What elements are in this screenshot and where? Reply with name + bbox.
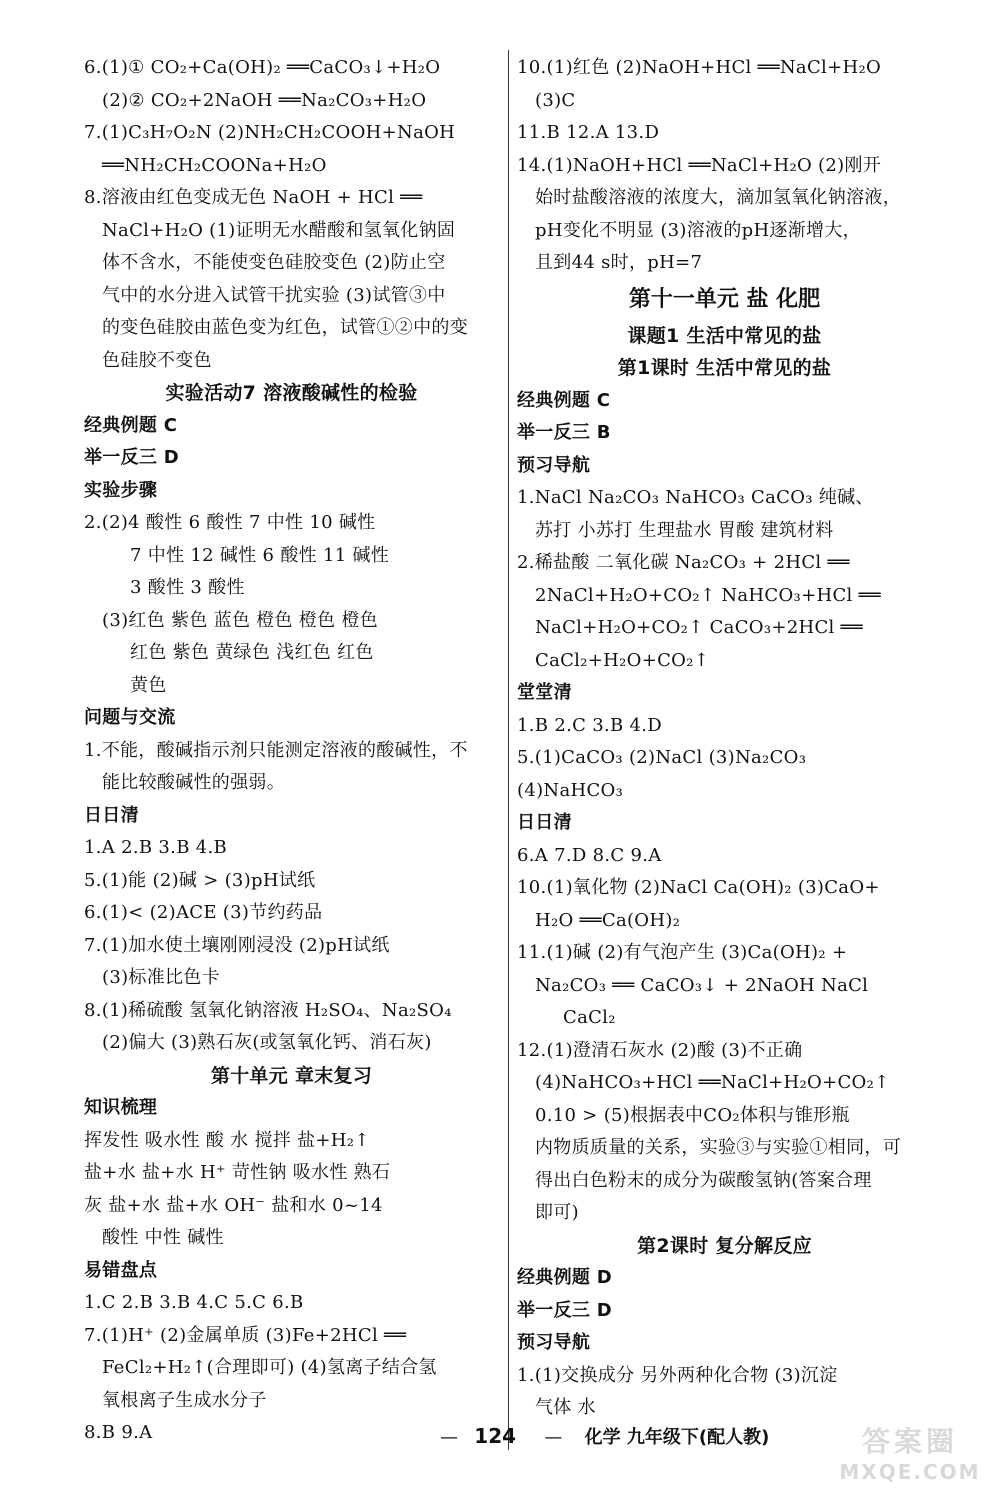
- answer-line: 酸性 中性 碱性: [102, 1227, 224, 1248]
- answer-line: 8.(1)稀硫酸 氢氧化钠溶液 H₂SO₄、Na₂SO₄: [84, 999, 452, 1021]
- answer-line: 14.(1)NaOH+HCl ══NaCl+H₂O (2)刚开: [517, 154, 882, 176]
- section-heading: 日日清: [84, 804, 139, 826]
- section-heading: 易错盘点: [84, 1259, 158, 1281]
- lesson-title: 第2课时 复分解反应: [637, 1234, 812, 1257]
- answer-line: 体不含水，不能使变色硅胶变色 (2)防止空: [102, 252, 446, 273]
- answer-line: 7.(1)H⁺ (2)金属单质 (3)Fe+2HCl ══: [84, 1324, 407, 1346]
- answer-line: 7 中性 12 碱性 6 酸性 11 碱性: [130, 544, 390, 566]
- answer-line: (2)偏大 (3)熟石灰(或氢氧化钙、消石灰): [102, 1032, 432, 1053]
- answer-line: 盐+水 盐+水 H⁺ 苛性钠 吸水性 熟石: [84, 1162, 391, 1183]
- answer-line: 2NaCl+H₂O+CO₂↑ NaHCO₃+HCl ══: [535, 584, 881, 606]
- answer-line: H₂O ══Ca(OH)₂: [535, 909, 681, 931]
- answer-line: 7.(1)C₃H₇O₂N (2)NH₂CH₂COOH+NaOH: [84, 122, 456, 143]
- answer-line: ══NH₂CH₂COONa+H₂O: [102, 154, 327, 176]
- answer-line: 5.(1)CaCO₃ (2)NaCl (3)Na₂CO₃: [517, 747, 807, 768]
- unit-title: 第十一单元 盐 化肥: [628, 286, 821, 312]
- answer-line: 12.(1)澄清石灰水 (2)酸 (3)不正确: [517, 1039, 803, 1061]
- answer-line: 且到44 s时，pH=7: [535, 252, 703, 273]
- answer-line: (3)标准比色卡: [102, 967, 220, 988]
- answer-line: 1.B 2.C 3.B 4.D: [517, 714, 663, 736]
- answer-line: 10.(1)红色 (2)NaOH+HCl ══NaCl+H₂O: [517, 57, 882, 78]
- section-heading: 问题与交流: [84, 707, 176, 728]
- watermark-line1: 答案圈: [861, 1425, 958, 1458]
- answer-line: 黄色: [130, 674, 167, 696]
- lesson-title: 第十单元 章末复习: [210, 1064, 373, 1087]
- answer-line: (4)NaHCO₃+HCl ══NaCl+H₂O+CO₂↑: [535, 1072, 890, 1093]
- answer-line: 11.B 12.A 13.D: [517, 122, 660, 143]
- answer-line: (4)NaHCO₃: [517, 779, 624, 801]
- answer-line: 苏打 小苏打 生理盐水 胃酸 建筑材料: [535, 519, 834, 541]
- answer-line: 8.溶液由红色变成无色 NaOH + HCl ══: [84, 187, 423, 208]
- label-answer-line: 举一反三 D: [517, 1299, 613, 1321]
- page-number: 124: [474, 1424, 517, 1448]
- answer-line: 红色 紫色 黄绿色 浅红色 红色: [130, 642, 374, 663]
- answer-line: pH变化不明显 (3)溶液的pH逐渐增大，: [535, 219, 861, 241]
- answer-line: 得出白色粉末的成分为碳酸氢钠(答案合理: [535, 1169, 872, 1191]
- answer-line: 灰 盐+水 盐+水 OH⁻ 盐和水 0~14: [84, 1194, 383, 1216]
- footer-dash-right: —: [544, 1427, 563, 1448]
- answer-line: 挥发性 吸水性 酸 水 搅拌 盐+H₂↑: [84, 1129, 370, 1151]
- section-heading: 堂堂清: [517, 682, 572, 703]
- answer-line: 即可): [535, 1202, 579, 1223]
- lesson-title: 课题1 生活中常见的盐: [627, 324, 822, 347]
- left-column: [84, 52, 499, 1450]
- answer-line: 1.(1)交换成分 另外两种化合物 (3)沉淀: [517, 1364, 838, 1386]
- watermark-line2: MXQE.COM: [839, 1460, 981, 1484]
- answer-line: 8.B 9.A: [84, 1422, 153, 1443]
- label-answer-line: 举一反三 B: [517, 422, 611, 443]
- section-heading: 日日清: [517, 812, 572, 833]
- answer-line: 6.(1)< (2)ACE (3)节约药品: [84, 902, 323, 923]
- answer-line: (2)② CO₂+2NaOH ══Na₂CO₃+H₂O: [102, 89, 427, 111]
- answer-line: 1.NaCl Na₂CO₃ NaHCO₃ CaCO₃ 纯碱、: [517, 487, 874, 508]
- lesson-title: 实验活动7 溶液酸碱性的检验: [165, 382, 418, 404]
- lesson-title: 第1课时 生活中常见的盐: [617, 357, 832, 379]
- answer-line: 11.(1)碱 (2)有气泡产生 (3)Ca(OH)₂ +: [517, 942, 848, 963]
- watermark-logo: [830, 1420, 990, 1500]
- section-heading: 知识梳理: [84, 1097, 158, 1118]
- column-divider: [508, 50, 509, 1450]
- section-heading: 预习导航: [517, 1332, 591, 1353]
- answer-line: 5.(1)能 (2)碱 > (3)pH试纸: [84, 869, 316, 891]
- answer-line: NaCl+H₂O (1)证明无水醋酸和氢氧化钠固: [102, 219, 456, 241]
- answer-line: 的变色硅胶由蓝色变为红色，试管①②中的变: [102, 317, 468, 338]
- answer-line: 色硅胶不变色: [102, 349, 212, 371]
- answer-line: 气中的水分进入试管干扰实验 (3)试管③中: [102, 284, 446, 306]
- right-column: [517, 52, 932, 1425]
- answer-line: 10.(1)氧化物 (2)NaCl Ca(OH)₂ (3)CaO+: [517, 877, 880, 898]
- answer-line: CaCl₂: [563, 1007, 616, 1028]
- answer-line: 气体 水: [535, 1397, 596, 1418]
- answer-line: 始时盐酸溶液的浓度大，滴加氢氧化钠溶液，: [535, 187, 901, 208]
- label-answer-line: 经典例题 D: [517, 1267, 613, 1288]
- label-answer-line: 经典例题 C: [517, 389, 611, 411]
- answer-line: FeCl₂+H₂↑(合理即可) (4)氢离子结合氢: [102, 1357, 437, 1378]
- answer-line: 6.(1)① CO₂+Ca(OH)₂ ══CaCO₃↓+H₂O: [84, 57, 441, 78]
- answer-line: 内物质质量的关系，实验③与实验①相同，可: [535, 1137, 901, 1158]
- answer-line: (3)C: [535, 89, 576, 111]
- answer-line: (3)红色 紫色 蓝色 橙色 橙色 橙色: [102, 609, 379, 631]
- section-heading: 预习导航: [517, 454, 591, 476]
- section-heading: 实验步骤: [84, 479, 158, 501]
- subject-grade-label: 化学 九年级下(配人教): [584, 1427, 770, 1448]
- answer-line: 能比较酸碱性的强弱。: [102, 772, 285, 793]
- answer-line: 1.A 2.B 3.B 4.B: [84, 837, 228, 858]
- answer-line: 6.A 7.D 8.C 9.A: [517, 844, 662, 866]
- answer-line: 2.稀盐酸 二氧化碳 Na₂CO₃ + 2HCl ══: [517, 552, 850, 573]
- answer-line: 1.不能，酸碱指示剂只能测定溶液的酸碱性，不: [84, 739, 468, 761]
- answer-line: 7.(1)加水使土壤刚刚浸没 (2)pH试纸: [84, 934, 390, 956]
- answer-line: 氧根离子生成水分子: [102, 1389, 267, 1411]
- answer-line: 1.C 2.B 3.B 4.C 5.C 6.B: [84, 1292, 304, 1313]
- answer-line: CaCl₂+H₂O+CO₂↑: [535, 649, 710, 671]
- footer-dash-left: —: [440, 1427, 458, 1448]
- answer-line: 0.10 > (5)根据表中CO₂体积与锥形瓶: [535, 1104, 850, 1126]
- answer-line: 2.(2)4 酸性 6 酸性 7 中性 10 碱性: [84, 512, 376, 533]
- label-answer-line: 经典例题 C: [84, 414, 178, 436]
- answer-line: 3 酸性 3 酸性: [130, 577, 245, 598]
- answer-line: Na₂CO₃ ══ CaCO₃↓ + 2NaOH NaCl: [535, 974, 869, 996]
- answer-line: NaCl+H₂O+CO₂↑ CaCO₃+2HCl ══: [535, 617, 863, 638]
- label-answer-line: 举一反三 D: [84, 447, 180, 468]
